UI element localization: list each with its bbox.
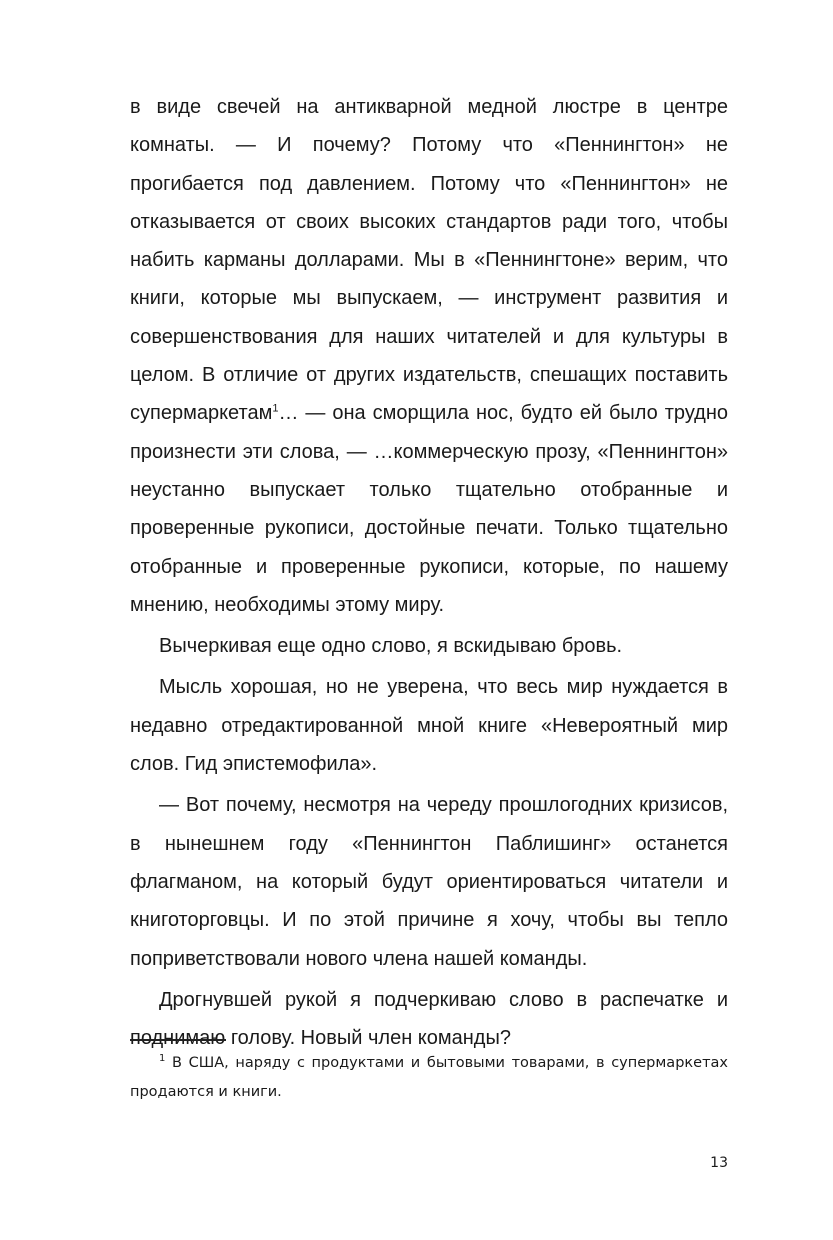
footnote-mark: 1 [159,1053,166,1065]
footnote-divider [130,1039,226,1041]
paragraph-5: Дрогнувшей рукой я подчеркиваю слово в распечатке и поднимаю голову. Новый член команды? [130,988,728,1050]
page-number: 13 [710,1155,728,1171]
body-text [130,88,728,1057]
paragraph-1 [130,88,728,624]
paragraph-3: Мысль хорошая, но не уверена, что весь мир нуждается в недавно отредактированной мной книге «Невероятный мир слов. Гид эпистемофила». [130,676,728,776]
paragraph-4: — Вот почему, несмотря на череду прошлогодних кризисов, в нынешнем году «Пеннингтон Паблишинг» останется флагманом, на который будут ориентироваться читатели и книготорговцы. И по этой причине я хочу, чтобы вы тепло поприветствовали нового члена нашей команды. [130,794,728,970]
paragraph-1-text-after: … — она сморщила нос, будто ей было трудно произнести эти слова, — …коммерческую прозу, «Пеннингтон» неустанно выпускает только тщательно отобранные и проверенные рукописи, достойные печати. Только тщательно отобранные и проверенные рукописи, которые, по нашему мнению, необходимы этому миру. [130,402,728,616]
footnote-reference: 1 [272,402,279,415]
paragraph-2: Вычеркивая еще одно слово, я вскидываю бровь. [159,635,623,658]
footnote [130,1049,728,1107]
footnote-text: В США, наряду с продуктами и бытовыми товарами, в супермаркетах продаются и книги. [130,1055,728,1100]
paragraph-1-text: в виде свечей на антикварной медной люстре в центре комнаты. — И почему? Потому что «Пеннингтон» не прогибается под давлением. Потому что «Пеннингтон» не отказывается от своих высоких стандартов ради того, чтобы набить карманы долларами. Мы в «Пеннингтоне» верим, что книги, которые мы выпускаем, — инструмент развития и совершенствования для наших читателей и для культуры в целом. В отличие от других издательств, спешащих поставить супермаркетам [130,96,728,425]
